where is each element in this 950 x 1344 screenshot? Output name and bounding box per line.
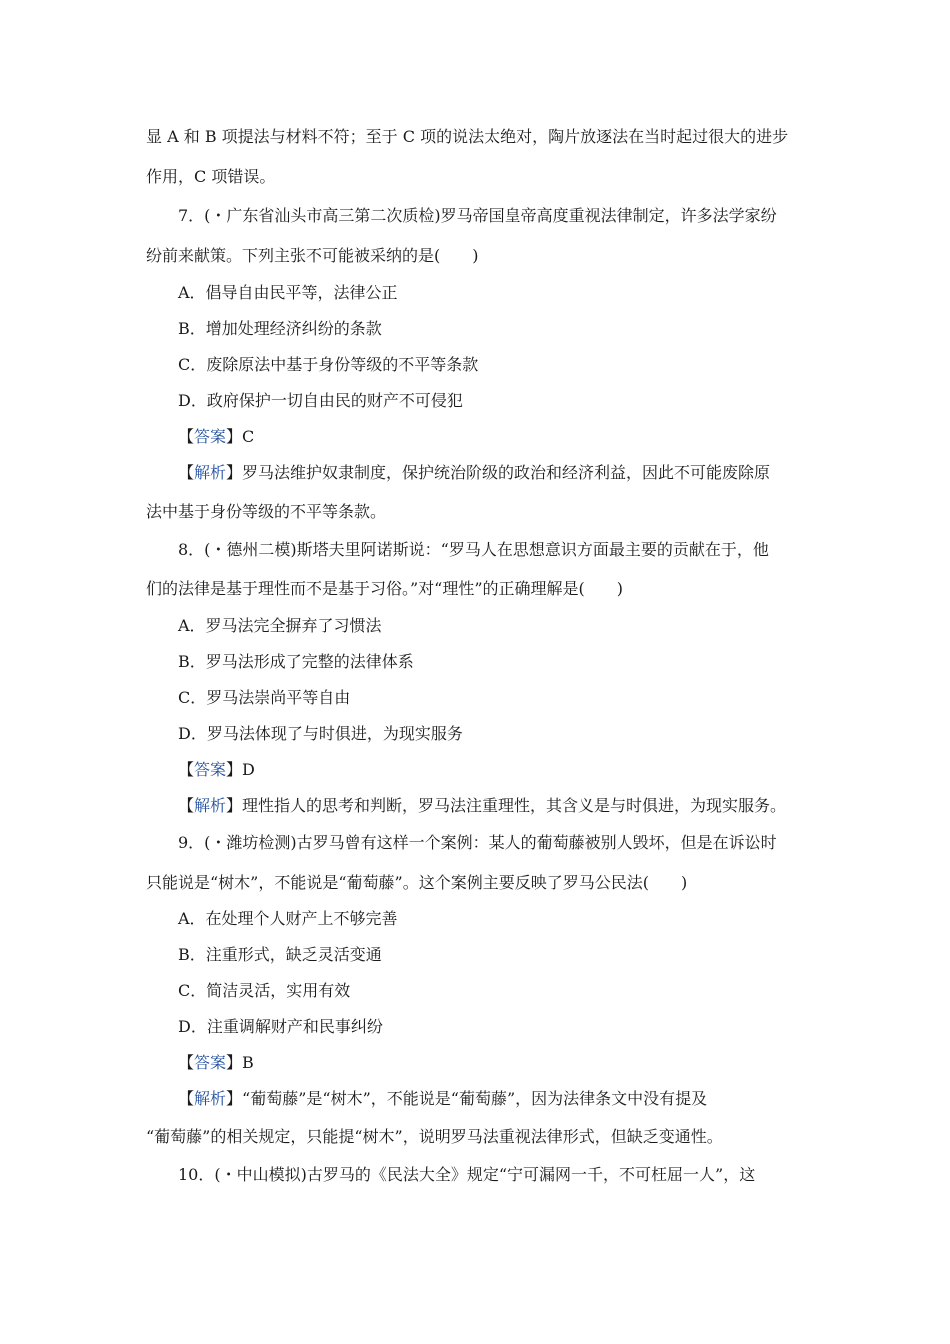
analysis-bracket-open: 【 [178,1089,195,1108]
q9-stem-line-1: 9．(・潍坊检测)古罗马曾有这样一个案例：某人的葡萄藤被别人毁坏，但是在诉讼时 [178,833,777,852]
q8-stem-line-2: 们的法律是基于理性而不是基于习俗。”对“理性”的正确理解是( ) [146,579,624,598]
analysis-text: 罗马法维护奴隶制度，保护统治阶级的政治和经济利益，因此不可能废除原 [242,463,771,482]
analysis-label: 解析 [194,463,227,482]
q9-answer [178,1053,838,1073]
analysis-bracket-close: 】 [226,463,243,482]
analysis-bracket-close: 】 [226,1089,243,1108]
q10-stem-line-1: 10．(・中山模拟)古罗马的《民法大全》规定“宁可漏网一千，不可枉屈一人”，这 [178,1165,756,1184]
answer-bracket-open: 【 [178,760,195,779]
analysis-text: 理性指人的思考和判断，罗马法注重理性，其含义是与时俱进，为现实服务。 [242,796,787,815]
analysis-bracket-close: 】 [226,796,243,815]
q8-option-d: D．罗马法体现了与时俱进，为现实服务 [178,724,463,743]
answer-bracket-close: 】 [226,427,243,446]
q9-analysis-line-1 [178,1089,838,1109]
analysis-bracket-open: 【 [178,796,195,815]
q8-option-b: B．罗马法形成了完整的法律体系 [178,652,414,671]
q9-analysis-line-2: “葡萄藤”的相关规定，只能提“树木”，说明罗马法重视法律形式，但缺乏变通性。 [146,1127,723,1146]
answer-label: 答案 [194,427,227,446]
q7-option-a: A．倡导自由民平等，法律公正 [178,283,398,302]
analysis-text: “葡萄藤”是“树木”，不能说是“葡萄藤”，因为法律条文中没有提及 [242,1089,708,1108]
q9-stem-line-2: 只能说是“树木”，不能说是“葡萄藤”。这个案例主要反映了罗马公民法( ) [146,873,688,892]
answer-bracket-open: 【 [178,1053,195,1072]
q7-option-b: B．增加处理经济纠纷的条款 [178,319,382,338]
continuation-line-2: 作用，C 项错误。 [146,167,276,186]
q8-analysis-line-1 [178,796,838,816]
answer-bracket-close: 】 [226,1053,243,1072]
q7-answer [178,427,838,447]
continuation-line-1: 显 A 和 B 项提法与材料不符；至于 C 项的说法太绝对，陶片放逐法在当时起过很大的进步 [146,127,789,146]
answer-value: B [242,1053,254,1072]
q7-stem-line-2: 纷前来献策。下列主张不可能被采纳的是( ) [146,246,479,265]
answer-value: C [242,427,255,446]
q7-analysis-line-1 [178,463,838,483]
answer-label: 答案 [194,760,227,779]
q9-option-c: C．简洁灵活，实用有效 [178,981,351,1000]
q8-option-a: A．罗马法完全摒弃了习惯法 [178,616,382,635]
q8-option-c: C．罗马法崇尚平等自由 [178,688,351,707]
q9-option-b: B．注重形式，缺乏灵活变通 [178,945,382,964]
q7-option-c: C．废除原法中基于身份等级的不平等条款 [178,355,479,374]
q7-stem-line-1: 7．(・广东省汕头市高三第二次质检)罗马帝国皇帝高度重视法律制定，许多法学家纷 [178,206,777,225]
q9-option-d: D．注重调解财产和民事纠纷 [178,1017,383,1036]
answer-bracket-open: 【 [178,427,195,446]
q8-answer [178,760,838,780]
answer-bracket-close: 】 [226,760,243,779]
answer-value: D [242,760,255,779]
answer-label: 答案 [194,1053,227,1072]
q8-stem-line-1: 8．(・德州二模)斯塔夫里阿诺斯说：“罗马人在思想意识方面最主要的贡献在于，他 [178,540,769,559]
q9-option-a: A．在处理个人财产上不够完善 [178,909,398,928]
analysis-bracket-open: 【 [178,463,195,482]
analysis-label: 解析 [194,1089,227,1108]
q7-analysis-line-2: 法中基于身份等级的不平等条款。 [146,502,387,521]
q7-option-d: D．政府保护一切自由民的财产不可侵犯 [178,391,463,410]
analysis-label: 解析 [194,796,227,815]
